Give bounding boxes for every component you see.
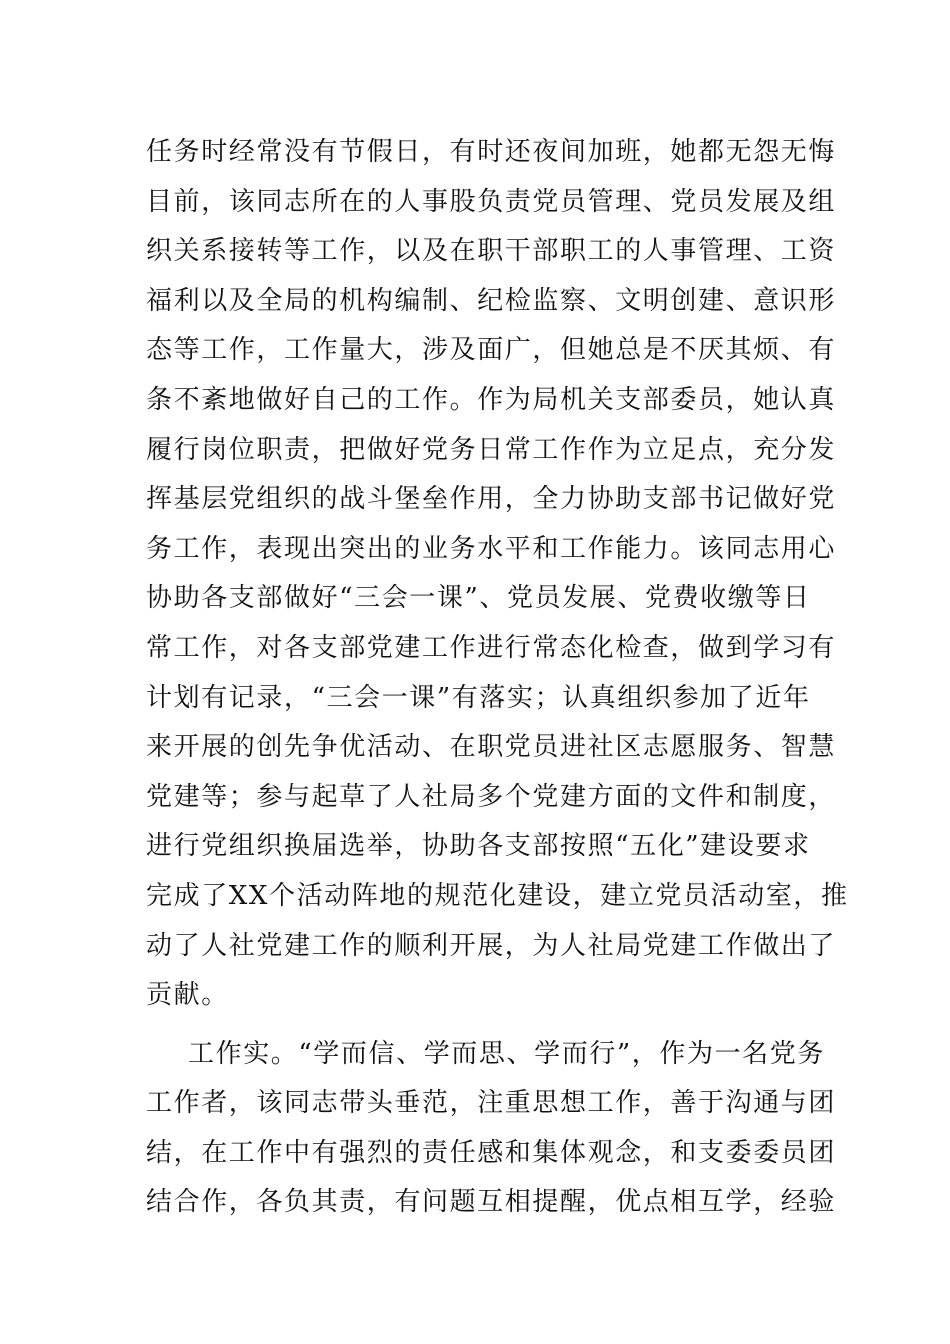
text-line: 动了人社党建工作的顺利开展，为人社局党建工作做出了 xyxy=(146,930,837,961)
text-line: 计划有记录，“三会一课”有落实；认真组织参加了近年 xyxy=(146,682,811,713)
text-line: 挥基层党组织的战斗堡垒作用，全力协助支部书记做好党 xyxy=(146,484,837,515)
text-line: 进行党组织换届选举，协助各支部按照“五化”建设要求 xyxy=(146,831,811,862)
text-line: 协助各支部做好“三会一课”、党员发展、党费收缴等日 xyxy=(146,583,811,614)
text-line: 党建等；参与起草了人社局多个党建方面的文件和制度， xyxy=(146,781,837,812)
text-line: 结合作，各负其责，有问题互相提醒，优点相互学，经验 xyxy=(146,1187,837,1218)
text-line: 织关系接转等工作，以及在职干部职工的人事管理、工资 xyxy=(146,236,837,267)
text-line: 条不紊地做好自己的工作。作为局机关支部委员，她认真 xyxy=(146,384,837,415)
text-line: 目前，该同志所在的人事股负责党员管理、党员发展及组 xyxy=(146,186,837,217)
text-line: 贡献。 xyxy=(146,980,229,1011)
text-line: 结，在工作中有强烈的责任感和集体观念，和支委委员团 xyxy=(146,1137,837,1168)
text-line: 任务时经常没有节假日，有时还夜间加班，她都无怨无悔 xyxy=(146,137,837,167)
text-line: 完成了XX个活动阵地的规范化建设，建立党员活动室，推 xyxy=(146,880,849,911)
text-line: 福利以及全局的机构编制、纪检监察、文明创建、意识形 xyxy=(146,285,837,316)
text-line: 履行岗位职责，把做好党务日常工作作为立足点，充分发 xyxy=(146,434,837,465)
text-line: 务工作，表现出突出的业务水平和工作能力。该同志用心 xyxy=(146,533,837,564)
text-line: 来开展的创先争优活动、在职党员进社区志愿服务、智慧 xyxy=(146,732,837,763)
text-line: 工作者，该同志带头垂范，注重思想工作，善于沟通与团 xyxy=(146,1088,837,1119)
text-line: 常工作，对各支部党建工作进行常态化检查，做到学习有 xyxy=(146,632,837,663)
text-line: 态等工作，工作量大，涉及面广，但她总是不厌其烦、有 xyxy=(146,335,837,366)
paragraph-start-line: 工作实。“学而信、学而思、学而行”，作为一名党务 xyxy=(188,1038,825,1069)
document-body xyxy=(146,128,849,1228)
